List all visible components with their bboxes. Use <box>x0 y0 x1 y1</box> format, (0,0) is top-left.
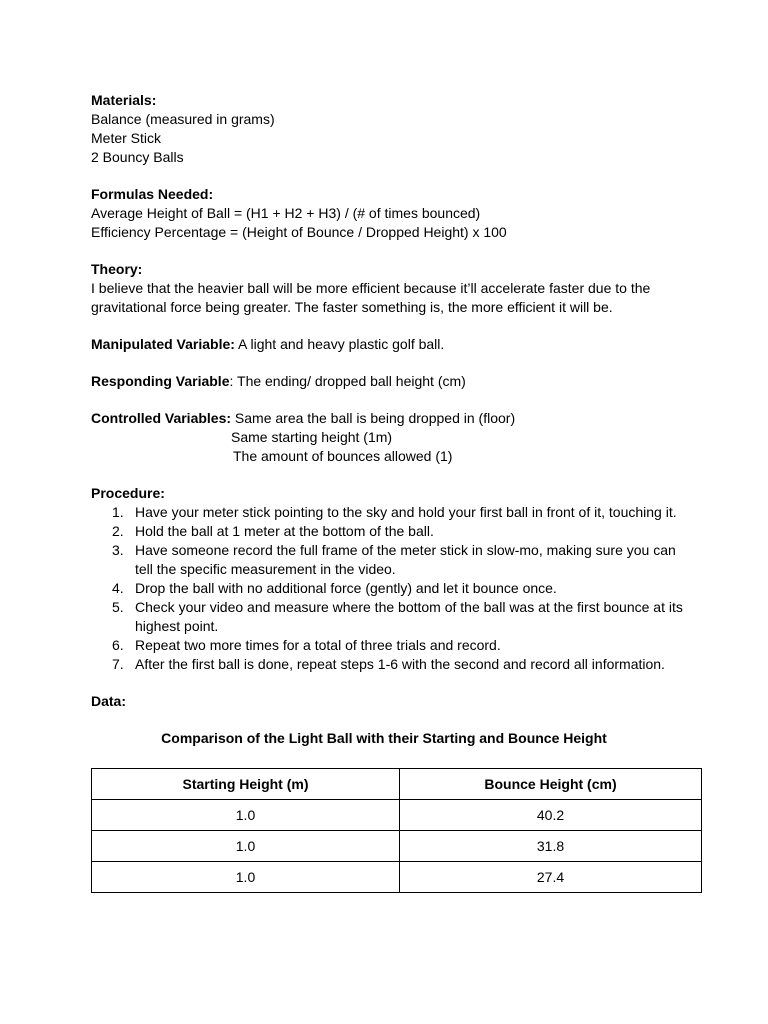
materials-heading: Materials: <box>91 92 157 108</box>
data-heading: Data: <box>91 693 127 709</box>
manipulated-variable: Manipulated Variable: A light and heavy plastic golf ball. <box>91 336 445 352</box>
column-header-bounce-height: Bounce Height (cm) <box>400 769 702 800</box>
procedure-heading: Procedure: <box>91 485 165 501</box>
procedure-step: 5. Check your video and measure where the bottom of the ball was at the first bounce at its highest point. <box>112 599 683 634</box>
formula-efficiency: Efficiency Percentage = (Height of Bounce / Dropped Height) x 100 <box>91 224 507 240</box>
table-cell: 31.8 <box>400 831 702 862</box>
procedure-step: 7. After the first ball is done, repeat steps 1-6 with the second and record all information. <box>112 656 665 672</box>
table-row <box>92 831 702 862</box>
theory-text: I believe that the heavier ball will be more efficient because it’ll accelerate faster due to the <box>91 280 651 296</box>
controlled-variable-item: Same starting height (1m) <box>231 429 393 445</box>
procedure-step: 2. Hold the ball at 1 meter at the bottom of the ball. <box>112 523 434 539</box>
materials-item: Balance (measured in grams) <box>91 111 275 127</box>
document-body <box>91 91 691 893</box>
column-header-starting-height: Starting Height (m) <box>92 769 400 800</box>
theory-heading: Theory: <box>91 261 143 277</box>
procedure-step: 1. Have your meter stick pointing to the sky and hold your first ball in front of it, touching it. <box>112 504 677 520</box>
table-row <box>92 862 702 893</box>
responding-variable: Responding Variable: The ending/ dropped ball height (cm) <box>91 373 466 389</box>
procedure-step: 3. Have someone record the full frame of the meter stick in slow-mo, making sure you can tell the specific measurement in the video. <box>112 542 676 577</box>
table-cell: 1.0 <box>92 831 400 862</box>
table-cell: 40.2 <box>400 800 702 831</box>
bounce-data-table <box>91 768 702 893</box>
materials-item: Meter Stick <box>91 130 162 146</box>
table-caption: Comparison of the Light Ball with their Starting and Bounce Height <box>161 730 607 746</box>
table-cell: 1.0 <box>92 800 400 831</box>
procedure-step: 4. Drop the ball with no additional force (gently) and let it bounce once. <box>112 580 557 596</box>
theory-text: gravitational force being greater. The faster something is, the more efficient it will be. <box>91 299 613 315</box>
procedure-list <box>91 503 691 674</box>
materials-item: 2 Bouncy Balls <box>91 149 184 165</box>
table-row <box>92 800 702 831</box>
formulas-heading: Formulas Needed: <box>91 186 214 202</box>
table-header-row <box>92 769 702 800</box>
table-cell: 27.4 <box>400 862 702 893</box>
formula-average-height: Average Height of Ball = (H1 + H2 + H3) / (# of times bounced) <box>91 205 481 221</box>
controlled-variables: Controlled Variables: Same area the ball is being dropped in (floor) <box>91 410 516 426</box>
table-cell: 1.0 <box>92 862 400 893</box>
procedure-step: 6. Repeat two more times for a total of three trials and record. <box>112 637 501 653</box>
controlled-variable-item: The amount of bounces allowed (1) <box>233 448 453 464</box>
